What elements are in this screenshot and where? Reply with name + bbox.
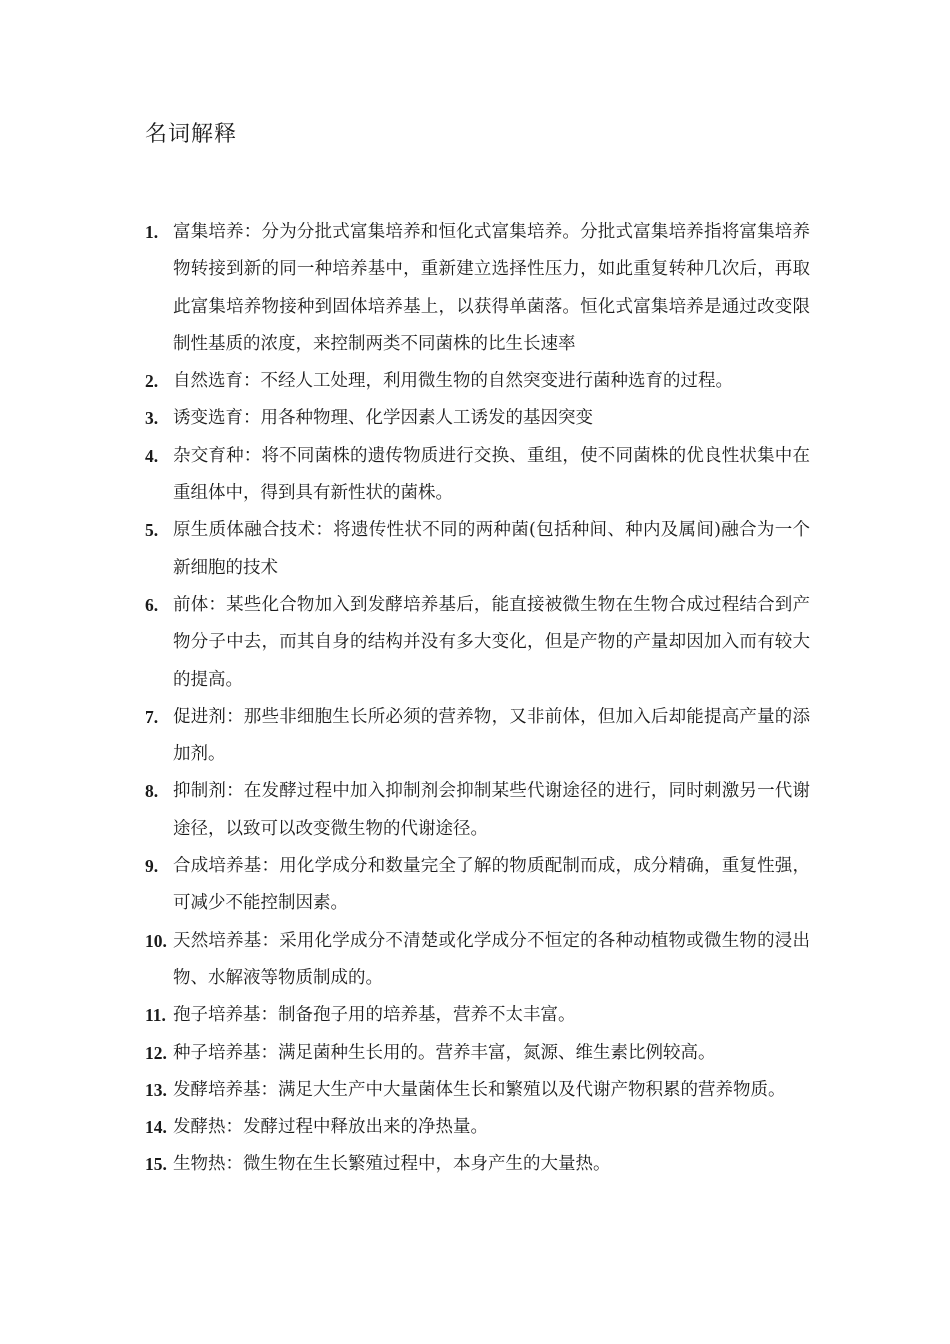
item-text: 诱变选育：用各种物理、化学因素人工诱发的基因突变 [173,408,593,429]
item-text: 富集培养：分为分批式富集培养和恒化式富集培养。分批式富集培养指将富集培养物转接到新的同一种培养基中，重新建立选择性压力，如此重复转种几次后，再取此富集培养物接种到固体培养基上，以获得单菌落。恒化式富集培养是通过改变限制性基质的浓度，来控制两类不同菌株的比生长速率 [173,222,810,354]
list-item [145,848,810,923]
item-number: 4. [145,445,159,466]
item-text: 生物热：微生物在生长繁殖过程中，本身产生的大量热。 [173,1154,611,1175]
list-item [145,512,810,587]
list-item [145,1072,810,1109]
item-text: 促进剂：那些非细胞生长所必须的营养物，又非前体，但加入后却能提高产量的添加剂。 [173,706,810,765]
item-text: 孢子培养基：制备孢子用的培养基，营养不太丰富。 [173,1005,576,1026]
item-text: 天然培养基：采用化学成分不清楚或化学成分不恒定的各种动植物或微生物的浸出物、水解液等物质制成的。 [173,930,810,988]
item-number: 10. [145,930,167,951]
item-number: 6. [145,594,159,615]
item-text: 发酵热：发酵过程中释放出来的净热量。 [173,1117,488,1138]
item-text: 原生质体融合技术：将遗传性状不同的两种菌(包括种间、种内及属间)融合为一个新细胞的技术 [173,520,810,578]
item-number: 14. [145,1117,167,1138]
term-list [145,214,810,1184]
list-item [145,438,810,513]
item-number: 8. [145,781,159,802]
item-text: 合成培养基：用化学成分和数量完全了解的物质配制而成，成分精确，重复性强，可减少不能控制因素。 [173,856,810,914]
list-item [145,1035,810,1072]
item-number: 15. [145,1154,167,1175]
list-item [145,773,810,848]
list-item [145,1109,810,1146]
list-item [145,699,810,774]
item-number: 3. [145,408,159,429]
list-item [145,1146,810,1183]
item-number: 1. [145,222,159,242]
item-text: 发酵培养基：满足大生产中大量菌体生长和繁殖以及代谢产物积累的营养物质。 [173,1079,786,1100]
item-number: 2. [145,371,159,392]
list-item [145,214,810,363]
item-text: 种子培养基：满足菌种生长用的。营养丰富，氮源、维生素比例较高。 [173,1042,716,1063]
item-number: 12. [145,1042,167,1063]
list-item [145,400,810,437]
list-item [145,363,810,400]
list-item [145,997,810,1034]
item-text: 前体：某些化合物加入到发酵培养基后，能直接被微生物在生物合成过程结合到产物分子中去，而其自身的结构并没有多大变化，但是产物的产量却因加入而有较大的提高。 [173,594,810,690]
item-number: 7. [145,706,159,727]
item-number: 13. [145,1079,167,1100]
page-title: 名词解释 [145,122,238,147]
item-text: 自然选育：不经人工处理，利用微生物的自然突变进行菌种选育的过程。 [173,371,733,392]
item-text: 杂交育种：将不同菌株的遗传物质进行交换、重组，使不同菌株的优良性状集中在重组体中，得到具有新性状的菌株。 [173,445,810,504]
list-item [145,587,810,699]
item-number: 5. [145,520,159,541]
item-text: 抑制剂：在发酵过程中加入抑制剂会抑制某些代谢途径的进行，同时刺激另一代谢途径，以致可以改变微生物的代谢途径。 [173,781,810,839]
list-item [145,923,810,998]
item-number: 9. [145,856,159,877]
item-number: 11. [145,1005,166,1026]
